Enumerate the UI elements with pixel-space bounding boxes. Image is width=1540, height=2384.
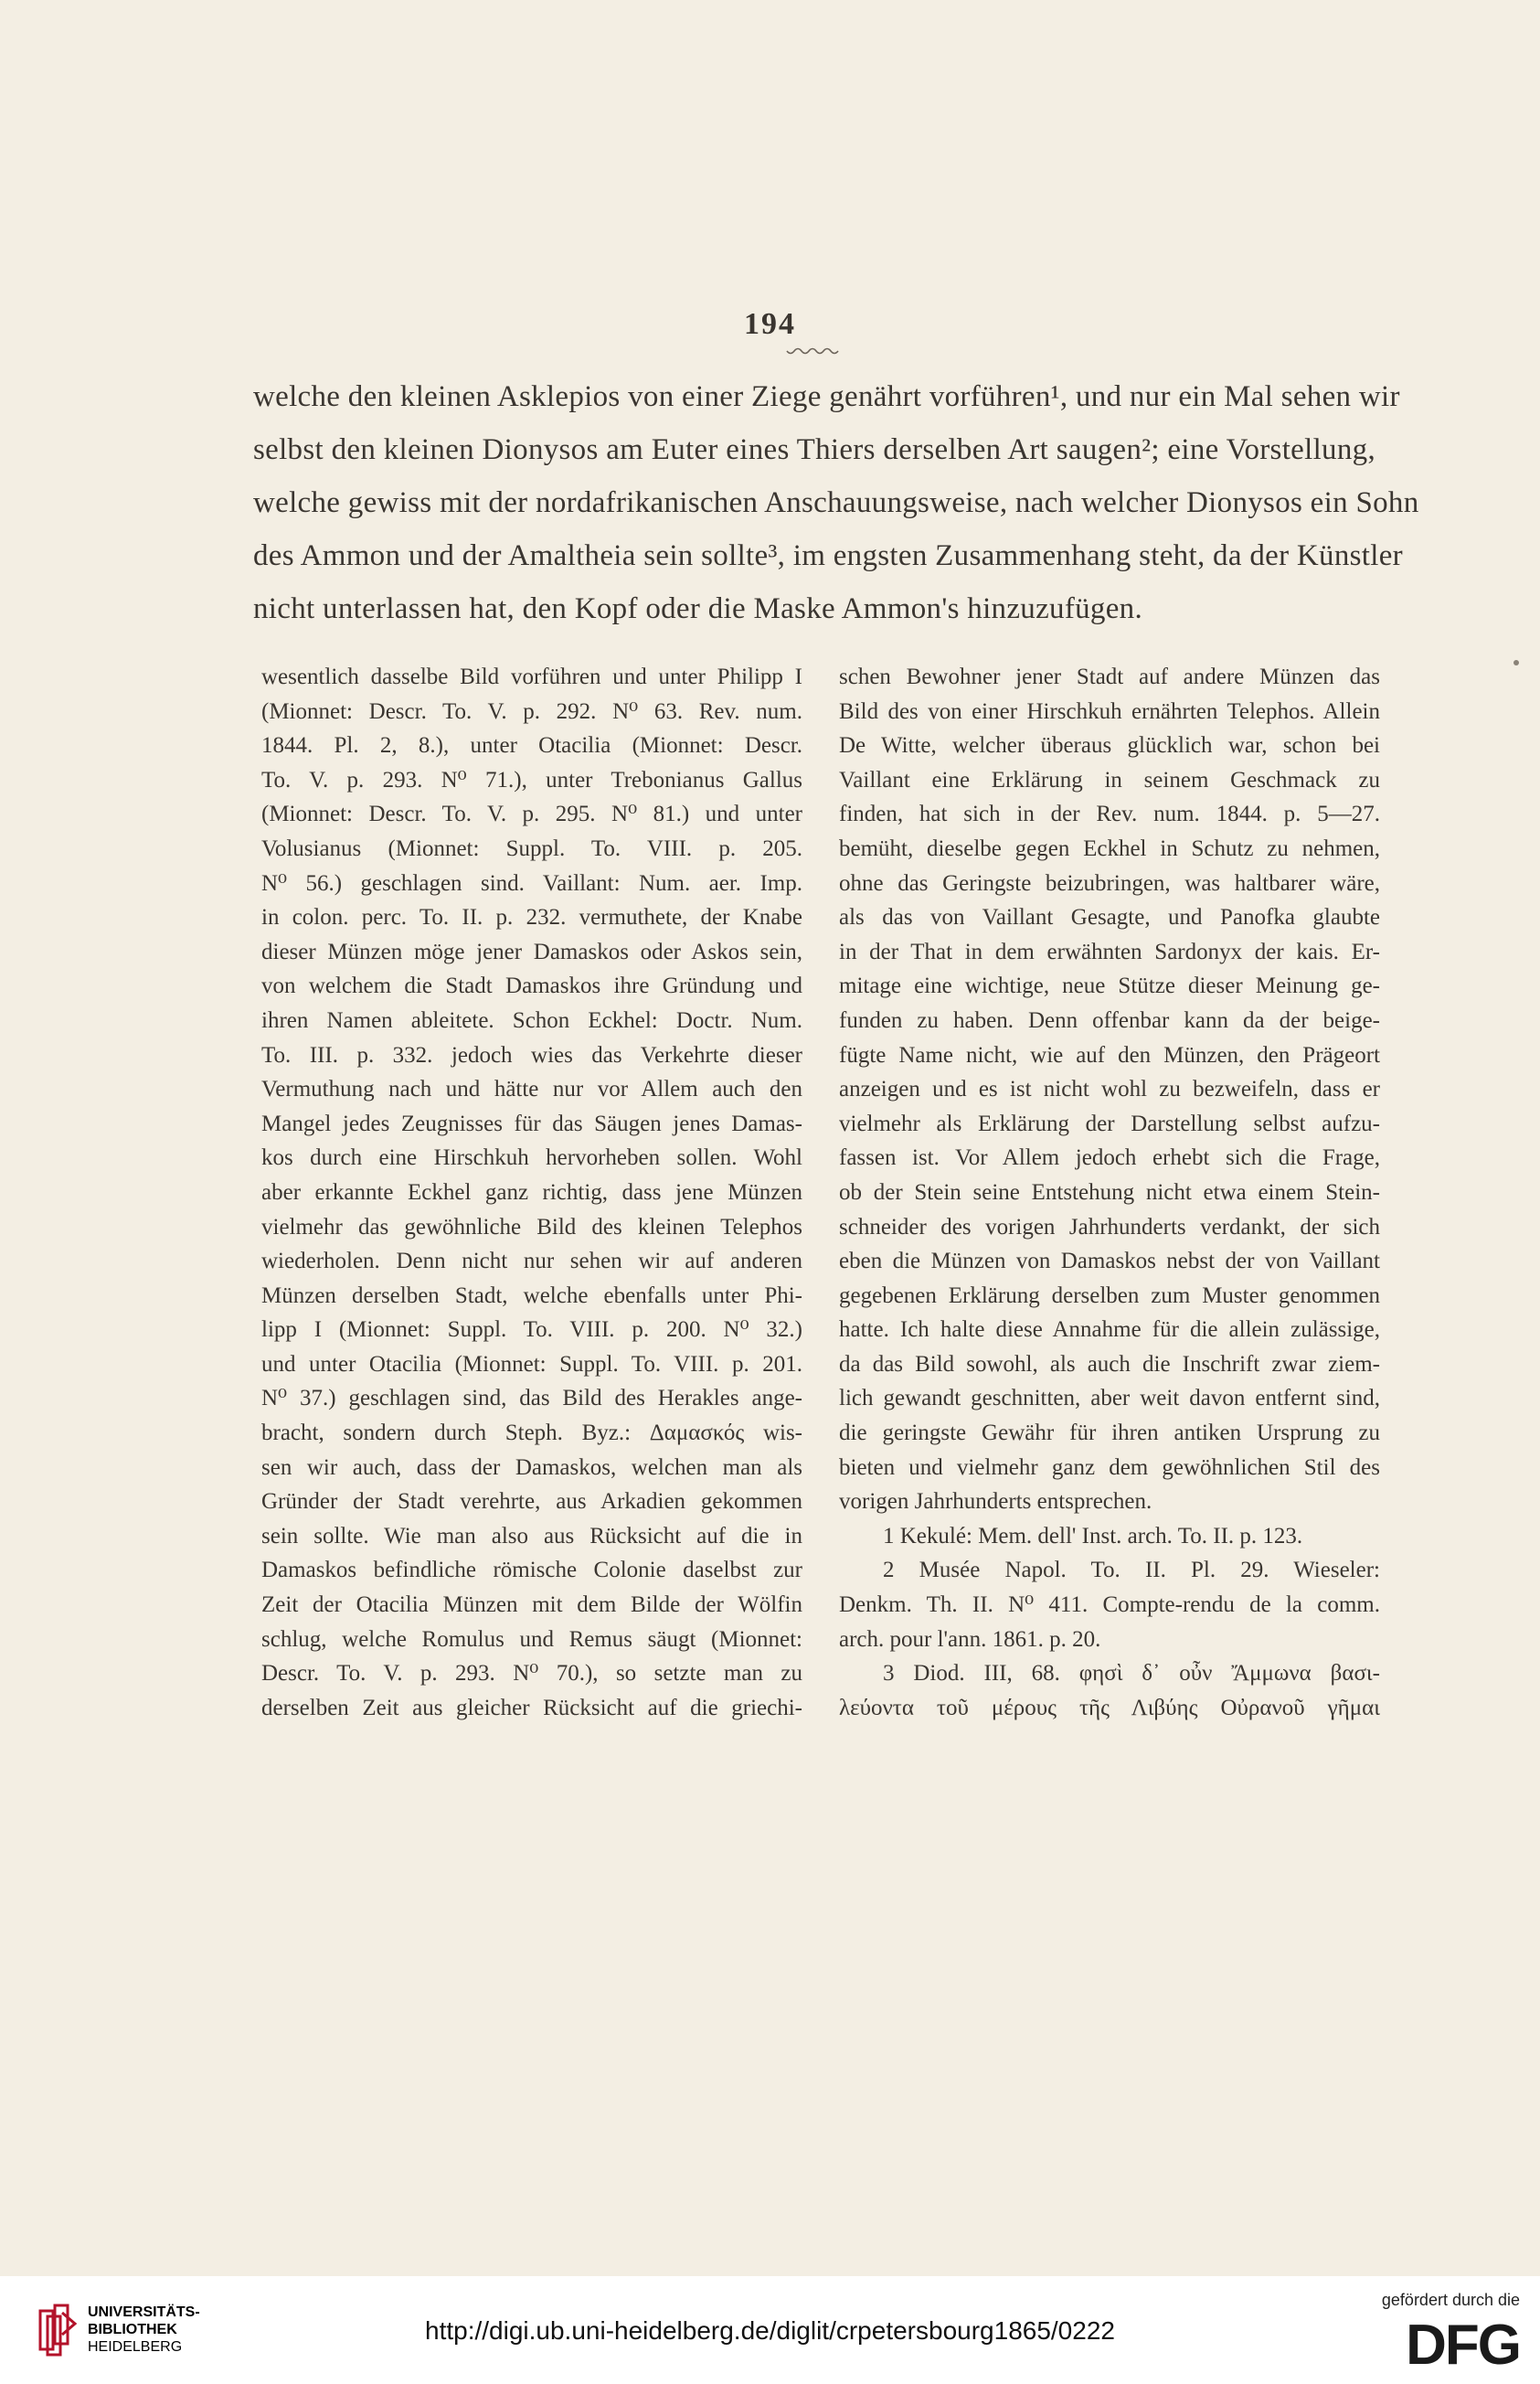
text-line: Volusianus (Mionnet: Suppl. To. VIII. p. 205. [261, 835, 802, 861]
text-line: aber erkannte Eckhel ganz richtig, dass jene Münzen [261, 1179, 802, 1205]
page-number-ornament [786, 347, 839, 357]
text-line: Bild des von einer Hirschkuh ernährten Telephos. Allein [839, 698, 1380, 724]
dfg-logo-text: DFG [1406, 2316, 1520, 2369]
footnote-line: Denkm. Th. II. N⁰ 411. Compte-rendu de la comm. [839, 1592, 1380, 1618]
text-line: To. III. p. 332. jedoch wies das Verkehrte dieser [261, 1042, 802, 1068]
sponsor-label: gefördert durch die [1381, 2291, 1520, 2309]
paragraph-line: selbst den kleinen Dionysos am Euter eines Thiers derselben Art saugen²; eine Vorstellung, [253, 433, 1375, 466]
text-line: lipp I (Mionnet: Suppl. To. VIII. p. 200. N⁰ 32.) [261, 1317, 802, 1343]
text-line: vielmehr als Erklärung der Darstellung selbst aufzu- [839, 1111, 1380, 1136]
text-line: wesentlich dasselbe Bild vorführen und unter Philipp I [261, 665, 802, 689]
footnote-line: λεύοντα τοῦ μέρους τῆς Λιβύης Οὐρανοῦ γῆμαι [839, 1695, 1380, 1720]
text-line: vielmehr das gewöhnliche Bild des kleinen Telephos [261, 1214, 802, 1240]
text-line: Vermuthung nach und hätte nur vor Allem auch den [261, 1077, 802, 1102]
text-line: gegebenen Erklärung derselben zum Muster genommen [839, 1282, 1380, 1308]
text-line: N⁰ 37.) geschlagen sind, das Bild des Herakles ange- [261, 1386, 802, 1411]
text-line: von welchem die Stadt Damaskos ihre Gründung und [261, 974, 802, 999]
text-line: Gründer der Stadt verehrte, aus Arkadien gekommen [261, 1489, 802, 1515]
paragraph-line: des Ammon und der Amaltheia sein sollte³, im engsten Zusammenhang steht, da der Künstler [253, 539, 1403, 572]
paragraph-line: nicht unterlassen hat, den Kopf oder die Maske Ammon's hinzuzufügen. [253, 592, 1143, 625]
text-line: N⁰ 56.) geschlagen sind. Vaillant: Num. aer. Imp. [261, 870, 802, 896]
text-line: schneider des vorigen Jahrhunderts verdankt, der sich [839, 1214, 1380, 1240]
text-line: da das Bild sowohl, als auch die Inschrift zwar ziem- [839, 1351, 1380, 1377]
footnote-line: 2 Musée Napol. To. II. Pl. 29. Wieseler: [883, 1558, 1380, 1583]
text-line: Descr. To. V. p. 293. N⁰ 70.), so setzte man zu [261, 1661, 802, 1687]
text-line: bieten und vielmehr ganz dem gewöhnlichen Stil des [839, 1454, 1380, 1480]
text-line: To. V. p. 293. N⁰ 71.), unter Trebonianus Gallus [261, 767, 802, 793]
page-number: 194 [744, 307, 796, 341]
text-line: Damaskos befindliche römische Colonie daselbst zur [261, 1558, 802, 1583]
text-line: ob der Stein seine Entstehung nicht etwa einem Stein- [839, 1179, 1380, 1205]
dfg-logo-icon [1370, 2316, 1520, 2369]
text-line: (Mionnet: Descr. To. V. p. 292. N⁰ 63. Rev. num. [261, 698, 802, 724]
left-column [261, 660, 802, 1725]
footer-bar [0, 2276, 1540, 2384]
paragraph-line: welche gewiss mit der nordafrikanischen Anschauungsweise, nach welcher Dionysos ein Sohn [253, 486, 1419, 519]
footnote-line: arch. pour l'ann. 1861. p. 20. [839, 1626, 1101, 1652]
text-line: in der That in dem erwähnten Sardonyx der kais. Er- [839, 939, 1380, 964]
paragraph-line: welche den kleinen Asklepios von einer Ziege genährt vorführen¹, und nur ein Mal sehen wir [253, 380, 1400, 413]
text-line: Münzen derselben Stadt, welche ebenfalls unter Phi- [261, 1282, 802, 1308]
text-line: ihren Namen ableitete. Schon Eckhel: Doctr. Num. [261, 1007, 802, 1033]
text-line: schlug, welche Romulus und Remus säugt (Mionnet: [261, 1626, 802, 1652]
text-line: kos durch eine Hirschkuh hervorheben sollen. Wohl [261, 1145, 802, 1171]
main-paragraph [253, 370, 1419, 635]
text-line: sein sollte. Wie man also aus Rücksicht auf die in [261, 1523, 802, 1549]
text-line: dieser Münzen möge jener Damaskos oder Askos sein, [261, 939, 802, 964]
text-line: derselben Zeit aus gleicher Rücksicht auf die griechi- [261, 1695, 802, 1720]
text-line: De Witte, welcher überaus glücklich war, schon bei [839, 733, 1380, 759]
text-line: bemüht, dieselbe gegen Eckhel in Schutz zu nehmen, [839, 835, 1380, 861]
text-line: bracht, sondern durch Steph. Byz.: Δαμασκός wis- [261, 1421, 802, 1446]
text-line: und unter Otacilia (Mionnet: Suppl. To. VIII. p. 201. [261, 1351, 802, 1377]
source-url-link[interactable]: http://digi.ub.uni-heidelberg.de/diglit/crpetersbourg1865/0222 [425, 2316, 1115, 2345]
text-line: fassen ist. Vor Allem jedoch erhebt sich die Frage, [839, 1145, 1380, 1171]
margin-mark [1513, 660, 1519, 665]
institution-line-2: BIBLIOTHEK [88, 2322, 177, 2337]
text-line: als das von Vaillant Gesagte, und Panofka glaubte [839, 905, 1380, 931]
text-line: 1844. Pl. 2, 8.), unter Otacilia (Mionnet: Descr. [261, 733, 802, 759]
institution-line-3: HEIDELBERG [88, 2339, 183, 2355]
footnote-line: 3 Diod. III, 68. φησὶ δ᾽ οὖν Ἄμμωνα βασι- [883, 1661, 1380, 1687]
text-line: ohne das Geringste beizubringen, was haltbarer wäre, [839, 870, 1380, 896]
text-line: finden, hat sich in der Rev. num. 1844. p. 5—27. [839, 802, 1380, 827]
text-line: sen wir auch, dass der Damaskos, welchen man als [261, 1454, 802, 1480]
institution-line-1: UNIVERSITÄTS- [88, 2304, 200, 2320]
text-line: die geringste Gewähr für ihren antiken Ursprung zu [839, 1421, 1380, 1446]
footnote-line: 1 Kekulé: Mem. dell' Inst. arch. To. II. p. 123. [883, 1523, 1303, 1549]
text-line: lich gewandt geschnitten, aber weit davon entfernt sind, [839, 1386, 1380, 1411]
text-line: (Mionnet: Descr. To. V. p. 295. N⁰ 81.) und unter [261, 802, 802, 827]
text-line: vorigen Jahrhunderts entsprechen. [839, 1489, 1152, 1515]
text-line: funden zu haben. Denn offenbar kann da der beige- [839, 1007, 1380, 1033]
text-line: wiederholen. Denn nicht nur sehen wir auf anderen [261, 1249, 802, 1274]
text-line: Vaillant eine Erklärung in seinem Geschmack zu [839, 767, 1380, 793]
text-line: eben die Münzen von Damaskos nebst der von Vaillant [839, 1249, 1380, 1274]
text-line: schen Bewohner jener Stadt auf andere Münzen das [839, 665, 1380, 689]
text-line: fügte Name nicht, wie auf den Münzen, den Prägeort [839, 1042, 1380, 1068]
text-line: Zeit der Otacilia Münzen mit dem Bilde der Wölfin [261, 1592, 802, 1618]
text-line: Mangel jedes Zeugnisses für das Säugen jenes Damas- [261, 1111, 802, 1136]
text-line: anzeigen und es ist nicht wohl zu bezweifeln, dass er [839, 1077, 1380, 1102]
right-column [839, 660, 1380, 1725]
text-line: hatte. Ich halte diese Annahme für die allein zulässige, [839, 1317, 1380, 1343]
text-line: mitage eine wichtige, neue Stütze dieser Meinung ge- [839, 974, 1380, 999]
text-line: in colon. perc. To. II. p. 232. vermuthete, der Knabe [261, 905, 802, 931]
